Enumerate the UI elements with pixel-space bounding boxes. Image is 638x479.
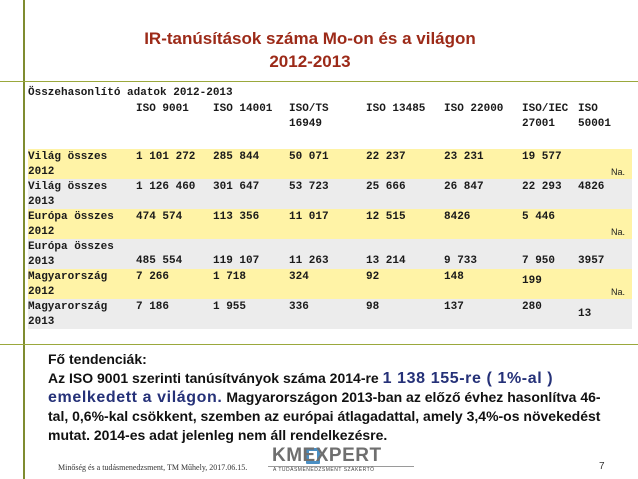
table-cell: 26 847 (444, 181, 484, 193)
na-note: Na. (610, 287, 625, 297)
row-label: Európa összes 2012 (28, 211, 114, 238)
table-cell: 474 574 (136, 211, 183, 223)
left-accent-line (23, 0, 25, 479)
comparison-table (28, 85, 632, 329)
column-header: ISO 50001 (578, 103, 612, 130)
table-cell: 148 (444, 271, 464, 283)
table-cell: 280 (522, 301, 542, 313)
trends-heading: Fő tendenciák: (48, 351, 147, 367)
trends-text-b: Magyarországon 2013-ban az előző évhez hasonlítva 46-tal, 0,6%-kal csökkent, szemben az európai átlagadattal, amely 3,4%-os növekedést mutat. 2014-es adat jelenleg nem áll rendelkezésre. (48, 389, 601, 443)
table-cell: 92 (366, 271, 380, 283)
title-line-1: IR-tanúsítások száma Mo-on és a világon (144, 29, 476, 48)
row-label: Magyarország 2012 (28, 271, 108, 298)
table-cell: 22 293 (522, 181, 562, 193)
table-cell: 7 186 (136, 301, 170, 313)
table-cell: 285 844 (213, 151, 260, 163)
table-cell: 53 723 (289, 181, 329, 193)
row-label: Európa összes 2013 (28, 241, 114, 268)
table-cell: 7 266 (136, 271, 170, 283)
table-row (28, 149, 632, 179)
table-row (28, 239, 632, 269)
column-header: ISO 13485 (366, 103, 426, 115)
table-cell: 301 647 (213, 181, 260, 193)
na-note: Na. (610, 227, 625, 237)
trends-highlight: 1 138 155-re ( 1%-al ) emelkedett a világon. (48, 370, 554, 406)
logo-text: KMEXPERT (272, 445, 382, 466)
table-cell: 98 (366, 301, 380, 313)
table-cell: 50 071 (289, 151, 329, 163)
table-cell: 1 718 (213, 271, 247, 283)
logo-tagline: A TUDÁSMENEDZSMENT SZAKÉRTŐ (273, 467, 375, 473)
table-cell: 1 955 (213, 301, 247, 313)
table-caption: Összehasonlító adatok 2012-2013 (28, 87, 233, 99)
column-header: ISO/TS 16949 (289, 103, 329, 130)
table-cell: 324 (289, 271, 309, 283)
table-cell: 119 107 (213, 255, 260, 267)
table-cell: 19 577 (522, 151, 562, 163)
table-cell: 3957 (578, 255, 605, 267)
table-cell: 11 263 (289, 255, 329, 267)
table-cell: 199 (522, 275, 542, 287)
table-cell: 113 356 (213, 211, 260, 223)
table-cell: 9 733 (444, 255, 478, 267)
table-cell: 336 (289, 301, 309, 313)
column-header: ISO/IEC 27001 (522, 103, 569, 130)
row-label: Világ összes 2012 (28, 151, 108, 178)
table-cell: 13 (578, 308, 592, 320)
table-cell: 485 554 (136, 255, 183, 267)
trends-text (48, 350, 608, 445)
table-divider (0, 344, 638, 345)
table-row (28, 209, 632, 239)
row-label: Világ összes 2013 (28, 181, 108, 208)
table-cell: 22 237 (366, 151, 406, 163)
table-cell: 1 101 272 (136, 151, 196, 163)
table-cell: 4826 (578, 181, 605, 193)
title-line-2: 2012-2013 (269, 52, 351, 71)
table-cell: 5 446 (522, 211, 556, 223)
table-row (28, 179, 632, 209)
table-row (28, 269, 632, 299)
page-number: 7 (599, 461, 605, 472)
column-header: ISO 22000 (444, 103, 504, 115)
table-cell: 8426 (444, 211, 471, 223)
footer-note: Minőség és a tudásmenedzsment, TM Műhely, 2017.06.15. (58, 463, 248, 472)
table-cell: 137 (444, 301, 464, 313)
row-label: Magyarország 2013 (28, 301, 108, 328)
trends-paragraph (48, 369, 608, 445)
slide-title (30, 27, 590, 73)
trends-text-a: Az ISO 9001 szerinti tanúsítványok száma 2014-re (48, 370, 383, 386)
table-row (28, 299, 632, 329)
table-cell: 25 666 (366, 181, 406, 193)
title-divider (0, 81, 638, 82)
table-header-row (28, 85, 632, 149)
column-header: ISO 14001 (213, 103, 273, 115)
table-cell: 1 126 460 (136, 181, 196, 193)
na-note: Na. (610, 167, 625, 177)
table-cell: 23 231 (444, 151, 484, 163)
company-logo (268, 443, 416, 473)
table-cell: 11 017 (289, 211, 329, 223)
table-cell: 13 214 (366, 255, 406, 267)
table-cell: 12 515 (366, 211, 406, 223)
column-header: ISO 9001 (136, 103, 189, 115)
table-cell: 7 950 (522, 255, 556, 267)
